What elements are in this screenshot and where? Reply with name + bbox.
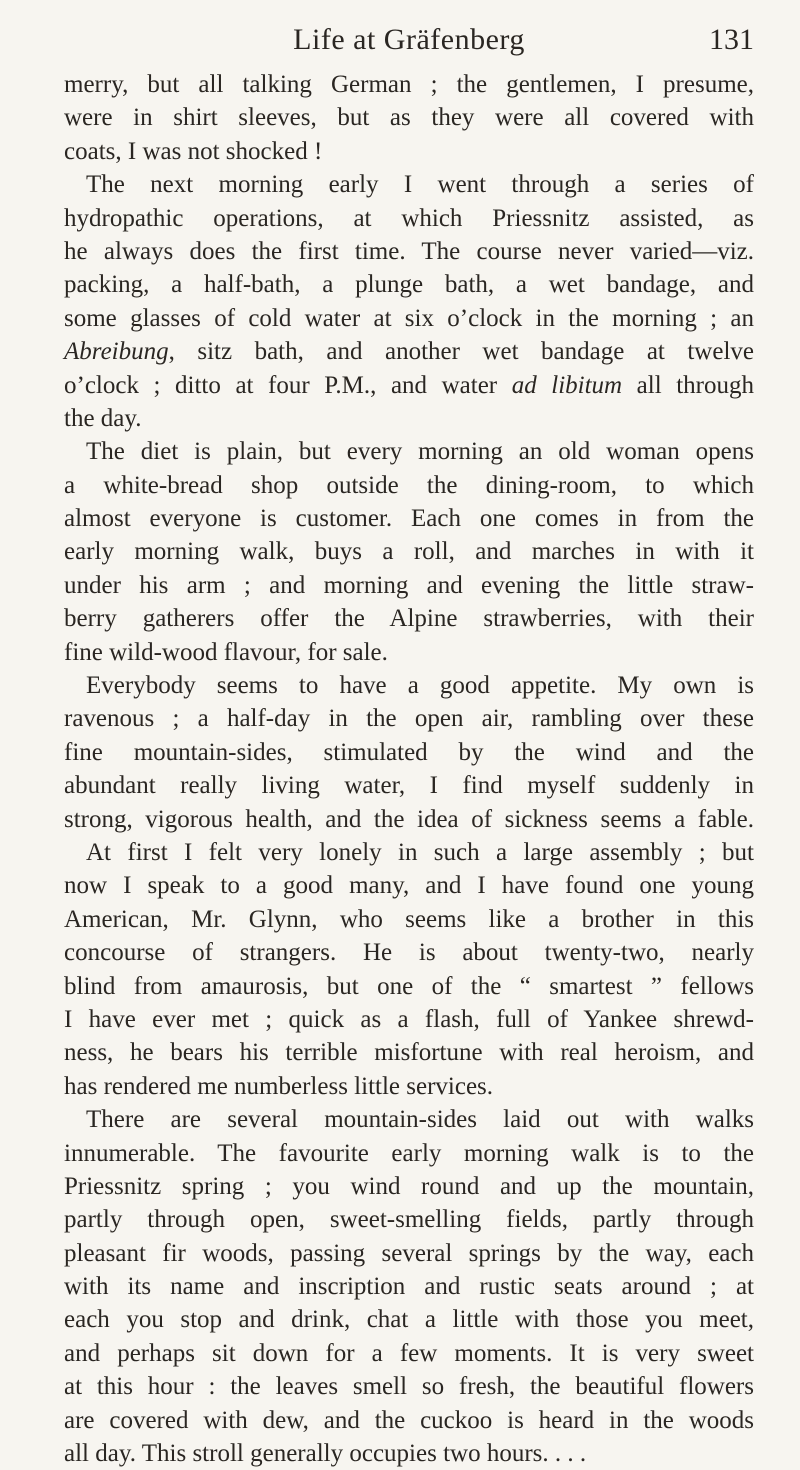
text-line: each you stop and drink, chat a little with those you meet, <box>64 1306 754 1334</box>
text-line: early morning walk, buys a roll, and marches in with it <box>64 538 754 566</box>
text-line: The next morning early I went through a series of <box>86 171 754 199</box>
text-line: coats, I was not shocked ! <box>64 137 323 165</box>
text-line: under his arm ; and morning and evening the little straw- <box>64 571 754 599</box>
text-line: I have ever met ; quick as a flash, full of Yankee shrewd- <box>64 1005 754 1033</box>
text-line: with its name and inscription and rustic seats around ; at <box>64 1273 754 1301</box>
italic-phrase: Abreibung <box>64 338 169 366</box>
text-line: some glasses of cold water at six o’clock in the morning ; an <box>64 304 754 332</box>
running-title: Life at Gräfenberg <box>293 23 525 56</box>
text-line: are covered with dew, and the cuckoo is heard in the woods <box>64 1406 754 1434</box>
text-line: were in shirt sleeves, but as they were all covered with <box>64 104 754 132</box>
text-line: ness, he bears his terrible misfortune with real heroism, and <box>64 1039 754 1067</box>
text-line: partly through open, sweet-smelling fields, partly through <box>64 1206 754 1234</box>
text-line: pleasant fir woods, passing several springs by the way, each <box>64 1239 754 1267</box>
text-line: merry, but all talking German ; the gentlemen, I presume, <box>64 71 754 98</box>
text-line <box>64 335 754 368</box>
text-line: berry gatherers offer the Alpine strawberries, with their <box>64 605 754 633</box>
text-line <box>64 369 754 402</box>
text-run: o’clock ; ditto at four P.M., and water <box>64 371 512 399</box>
text-line: Priessnitz spring ; you wind round and up the mountain, <box>64 1172 754 1200</box>
text-run: , sitz bath, and another wet bandage at twelve <box>168 338 754 366</box>
text-line: almost everyone is customer. Each one comes in from the <box>64 505 754 533</box>
text-line: at this hour : the leaves smell so fresh, the beautiful flowers <box>64 1373 754 1401</box>
text-run: all through <box>622 371 754 399</box>
text-line: and perhaps sit down for a few moments. It is very sweet <box>64 1339 754 1367</box>
text-line: Everybody seems to have a good appetite. My own is <box>86 672 754 700</box>
text-line: innumerable. The favourite early morning walk is to the <box>64 1139 754 1167</box>
italic-phrase: ad libitum <box>511 371 623 399</box>
text-line: At first I felt very lonely in such a large assembly ; but <box>86 838 754 866</box>
text-line: The diet is plain, but every morning an old woman opens <box>86 438 754 466</box>
text-line: hydropathic operations, at which Priessnitz assisted, as <box>64 204 754 232</box>
book-page <box>64 18 754 1470</box>
body-text <box>64 68 754 1470</box>
text-line: strong, vigorous health, and the idea of sickness seems a fable. <box>64 805 754 833</box>
text-line: There are several mountain-sides laid out with walks <box>86 1106 754 1134</box>
text-line: blind from amaurosis, but one of the “ smartest ” fellows <box>64 972 754 1000</box>
text-line: all day. This stroll generally occupies two hours. . . . <box>64 1440 587 1468</box>
text-line: has rendered me numberless little services. <box>64 1072 494 1100</box>
text-line: a white-bread shop outside the dining-room, to which <box>64 471 754 499</box>
text-line: fine mountain-sides, stimulated by the wind and the <box>64 738 754 766</box>
text-line: abundant really living water, I find myself suddenly in <box>64 772 754 800</box>
text-line: concourse of strangers. He is about twenty-two, nearly <box>64 939 754 967</box>
text-line: packing, a half-bath, a plunge bath, a wet bandage, and <box>64 271 754 299</box>
text-line: now I speak to a good many, and I have found one young <box>64 872 754 900</box>
text-line: fine wild-wood flavour, for sale. <box>64 638 388 666</box>
running-head <box>64 18 754 62</box>
text-line: ravenous ; a half-day in the open air, rambling over these <box>64 705 754 733</box>
text-line: he always does the first time. The course never varied—viz. <box>64 237 754 265</box>
text-line: the day. <box>64 404 142 432</box>
text-line: American, Mr. Glynn, who seems like a brother in this <box>64 905 754 933</box>
page-number: 131 <box>709 23 754 56</box>
